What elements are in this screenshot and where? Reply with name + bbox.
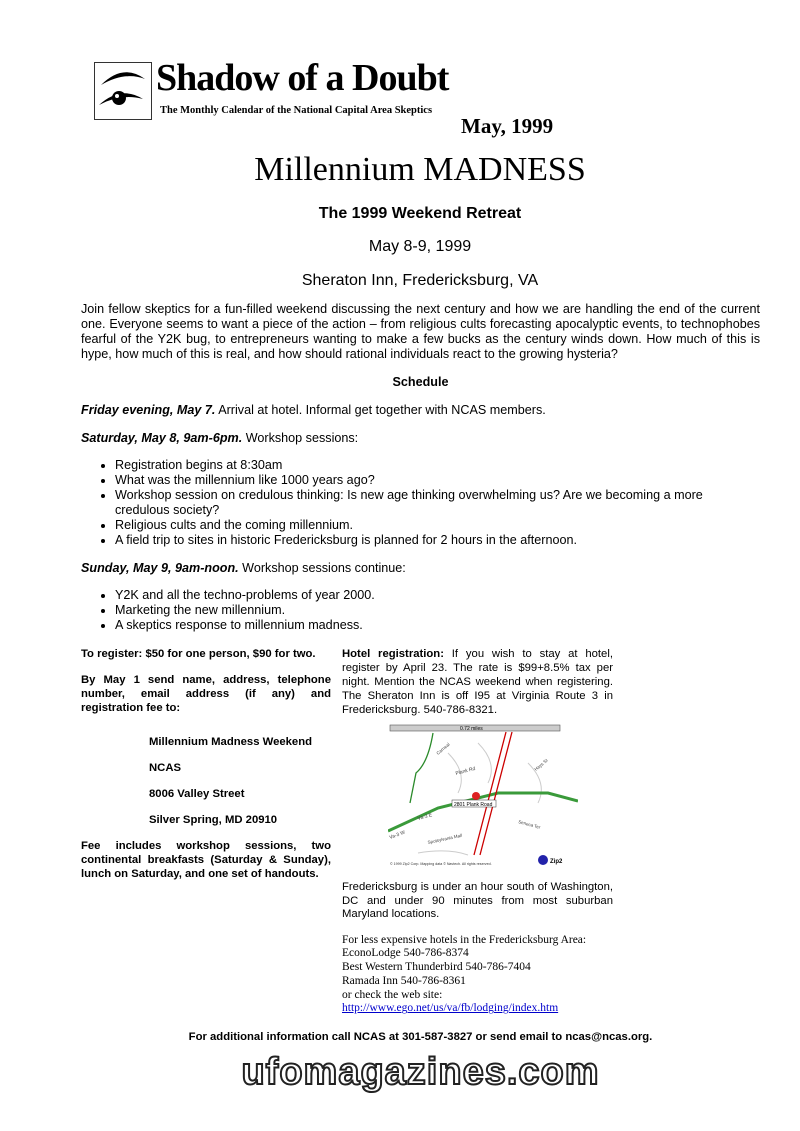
intro-paragraph: Join fellow skeptics for a fun-filled weekend discussing the next century and how we are handling the end of the current one. Everyone seems to want a piece of the action – from religious cults forecasting apocalyptic events, to technophobes fearful of the Y2K bug, to entrepreneurs wanting to make a few bucks as the century winds down. How much of this is hype, how much of this is real, and how should rational individuals react to the growing hysteria?: [81, 302, 760, 361]
list-item: • Workshop session on credulous thinking: Is new age thinking overwhelming us? Are we becoming a more credulous society?: [115, 488, 760, 518]
article-body: [81, 302, 760, 1094]
hotel-registration: [342, 647, 613, 717]
registration-price: To register: $50 for one person, $90 for two.: [81, 648, 316, 660]
eye-logo-icon: [94, 62, 152, 120]
list-item: • Y2K and all the techno-problems of year 2000.: [115, 588, 760, 603]
address-line: Millennium Madness Weekend: [149, 736, 313, 748]
map-road-label: Hays St: [533, 757, 549, 772]
hotel-item: Best Western Thunderbird 540-786-7404: [342, 961, 531, 974]
masthead-subtitle: The Monthly Calendar of the National Capital Area Skeptics: [160, 105, 433, 116]
sunday-text: Workshop sessions continue:: [238, 561, 406, 575]
fredericksburg-info: Fredericksburg is under an hour south of Washington, DC and under 90 minutes from most suburban Maryland locations.: [342, 881, 613, 920]
hotel-column: [342, 647, 613, 1016]
event-dates: May 8-9, 1999: [368, 238, 472, 255]
details-columns: [81, 647, 760, 1016]
address-line: 8006 Valley Street: [149, 788, 245, 800]
alternative-hotels: [342, 934, 622, 1017]
registration-column: [81, 647, 331, 1016]
footer-contact: For additional information call NCAS at 301-587-3827 or send email to ncas@ncas.org.: [188, 1031, 653, 1044]
sunday-schedule: [81, 561, 760, 576]
lodging-link[interactable]: http://www.ego.net/us/va/fb/lodging/index.htm: [342, 1002, 559, 1015]
friday-text: Arrival at hotel. Informal get together with NCAS members.: [215, 403, 546, 417]
fee-info: Fee includes workshop sessions, two continental breakfasts (Saturday & Sunday), lunch on Saturday, and one set of handouts.: [81, 840, 331, 880]
map-credit: © 1999 Zip2 Corp. Mapping data © Navtech. All rights reserved.: [390, 862, 492, 866]
saturday-label: Saturday, May 8, 9am-6pm.: [81, 431, 243, 445]
address-line: Silver Spring, MD 20910: [149, 814, 278, 826]
list-item: • A field trip to sites in historic Fredericksburg is planned for 2 hours in the afternoon.: [115, 533, 760, 548]
map-road-label: Va-3 W: [388, 829, 407, 841]
map-marker-label: 2801 Plank Road: [454, 802, 493, 808]
map-scale: 0.72 miles: [460, 726, 483, 732]
list-item: • Marketing the new millennium.: [115, 603, 760, 618]
location-map: [388, 723, 578, 868]
watermark: ufomagazines.com: [241, 1051, 600, 1094]
map-road-label: Plank Rd: [454, 765, 477, 777]
list-item: • A skeptics response to millennium madness.: [115, 618, 760, 633]
sunday-label: Sunday, May 9, 9am-noon.: [81, 561, 239, 575]
friday-schedule: [81, 403, 760, 418]
saturday-text: Workshop sessions:: [242, 431, 359, 445]
address-line: NCAS: [149, 762, 182, 774]
sunday-list: [81, 588, 760, 633]
map-road-label: Spotsylvania Mall: [427, 832, 463, 845]
map-road-label: Va-3 E: [416, 812, 433, 822]
registration-instructions: By May 1 send name, address, telephone number, email address (if any) and registration fee to:: [81, 674, 331, 714]
issue-date: May, 1999: [461, 114, 554, 138]
hotels-heading: For less expensive hotels in the Fredericksburg Area:: [342, 933, 587, 946]
event-location: Sheraton Inn, Fredericksburg, VA: [301, 272, 539, 289]
event-name: The 1999 Weekend Retreat: [318, 205, 522, 222]
headline: Millennium MADNESS: [254, 151, 586, 188]
masthead-title: Shadow of a Doubt: [156, 57, 449, 99]
map-road-label: Carneal: [435, 741, 451, 756]
web-prefix: or check the web site:: [342, 988, 443, 1001]
hotel-text: If you wish to stay at hotel, register by April 23. The rate is $99+8.5% tax per night. Mention the NCAS weekend when registering. The Sheraton Inn is off I95 at Virginia Route 3 in Fredericksburg. 540-786-8321.: [342, 648, 613, 716]
hotel-item: EconoLodge 540-786-8374: [342, 947, 469, 960]
saturday-list: [81, 458, 760, 548]
hotel-item: Ramada Inn 540-786-8361: [342, 974, 466, 987]
friday-label: Friday evening, May 7.: [81, 403, 216, 417]
list-item: • What was the millennium like 1000 years ago?: [115, 473, 760, 488]
map-road-label: Seneca Ter: [517, 819, 541, 830]
list-item: • Religious cults and the coming millennium.: [115, 518, 760, 533]
saturday-schedule: [81, 431, 760, 446]
hotel-label: Hotel registration:: [342, 648, 444, 660]
list-item: • Registration begins at 8:30am: [115, 458, 760, 473]
schedule-heading: Schedule: [392, 375, 449, 389]
zip2-logo: Zip2: [550, 859, 563, 865]
